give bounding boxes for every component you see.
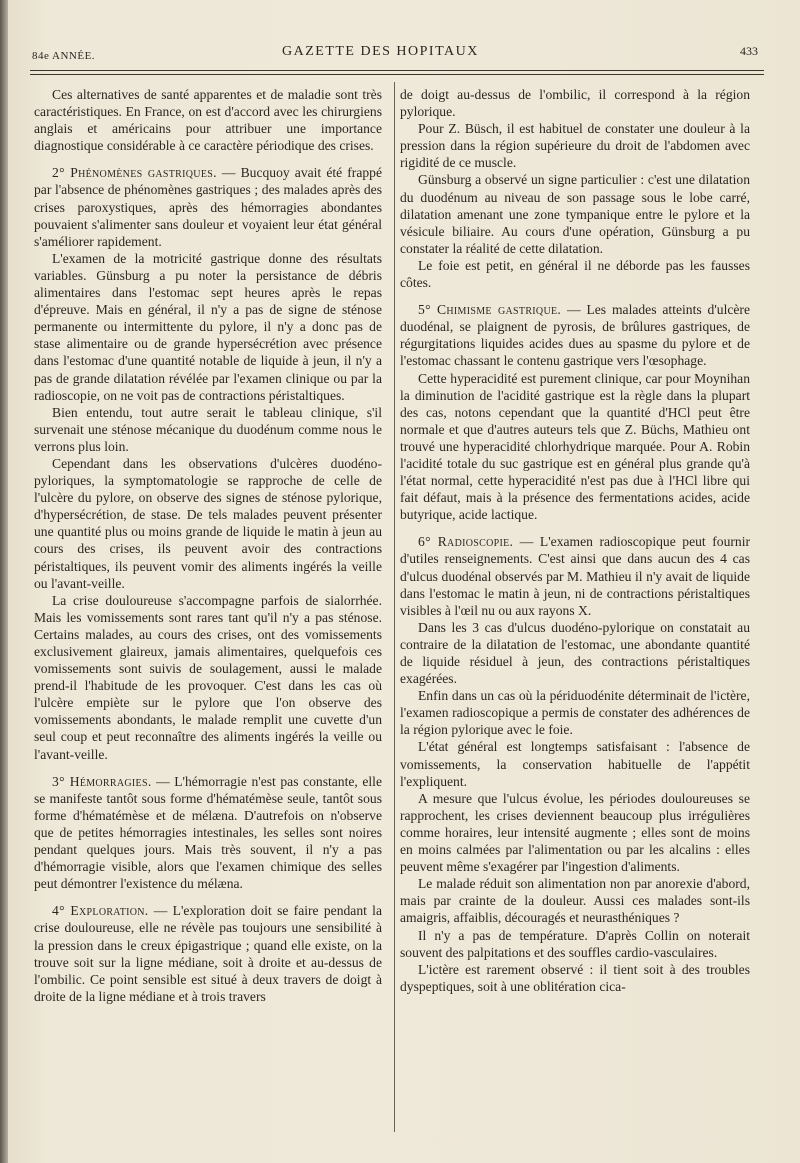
paragraph <box>400 533 750 618</box>
paragraph-text: Cette hyperacidité est purement clinique, car pour Moynihan la diminution de l'acidité gastrique est la règle dans la plupart des cas, notons cependant que la quantité d'HCl peut être normale et que d'autres auteurs tels que Z. Büchs, Mathieu ont trouvé une hyperacidité chlorhydrique marquée. Pour A. Robin l'acidité totale du suc gastrique est en général plus grande qu'à l'état normal, cette hyperacidité n'est pas due à l'HCl libre qui fait défaut, mais à la présence des fermentations acides, acide butyrique, acide lactique. <box>400 370 750 523</box>
paragraph-text: — Les malades atteints d'ulcère duodénal, se plaignent de pyrosis, de brûlures gastriques, de régurgitations liquides acides dues au spasme du pylore et de l'estomac chassant le contenu gastrique vers l'œsophage. <box>400 302 750 369</box>
paragraph <box>400 738 750 789</box>
paragraph <box>400 301 750 369</box>
paragraph-text: L'état général est longtemps satisfaisant : l'absence de vomissements, la conservation habituelle de l'appétit l'expliquent. <box>400 739 750 789</box>
paragraph <box>34 404 382 455</box>
paragraph <box>400 171 750 256</box>
paragraph <box>34 250 382 404</box>
column-divider <box>394 82 395 1132</box>
section-heading: 5° Chimisme gastrique. <box>418 302 562 318</box>
left-column <box>34 86 382 1005</box>
paragraph-text: Enfin dans un cas où la périduodénite déterminait de l'ictère, l'examen radioscopique a permis de constater des adhérences de la région pylorique avec le foie. <box>400 688 750 738</box>
paragraph <box>34 86 382 154</box>
paragraph-text: Le malade réduit son alimentation non par anorexie d'abord, mais par crainte de la douleur. Aussi ces malades sont-ils amaigris, affaiblis, découragés et neurasthéniques ? <box>400 876 750 926</box>
paragraph-text: — L'exploration doit se faire pendant la crise douloureuse, elle ne révèle pas toujours une sensibilité à la pression dans le creux épigastrique ; quand elle existe, on la trouve soit sur la ligne médiane, soit à droite et au-dessus de l'ombilic. Ce point sensible est situé à deux travers de doigt à droite de la ligne médiane et à trois travers <box>34 903 382 1004</box>
header-title: GAZETTE DES HOPITAUX <box>282 44 479 59</box>
paragraph-text: L'examen de la motricité gastrique donne des résultats variables. Günsburg a pu noter la persistance de débris alimentaires dans l'estomac sept heures après le repas d'épreuve. Mais en général, il n'y a pas de signe de sténose permanente ou intermittente du pylore, il n'y a donc pas de stase alimentaire ou de grande hypersécrétion avec présence dans l'estomac d'une quantité notable de liquide à jeun, il n'y a pas de grande dilatation révélée par l'examen clinique ou par la radioscopie, on ne voit pas de contractions péristaltiques. <box>34 250 382 403</box>
paragraph-text: Dans les 3 cas d'ulcus duodéno-pylorique on constatait au contraire de la dilatation de l'estomac, une abondante quantité de liquide résiduel à jeun, des contractions péristaltiques exagérées. <box>400 619 750 687</box>
paragraph <box>400 961 750 995</box>
paragraph-text: Günsburg a observé un signe particulier : c'est une dilatation du duodénum au niveau de son passage sous le lobe carré, dilatation amenant une zone tympanique entre le pylore et la vésicule biliaire. Au cours d'une opération, Günsburg a pu constater la réalité de cette dilatation. <box>400 172 750 256</box>
paragraph-text: — L'examen radioscopique peut fournir d'utiles renseignements. C'est ainsi que dans aucun des 4 cas d'ulcus duodénal observés par M. Mathieu il n'y avait de liquide dans l'estomac le matin à jeun, ni de contractions péristaltiques visibles à l'œil nu ou aux rayons X. <box>400 534 750 618</box>
header-rule-bottom <box>30 74 764 75</box>
paragraph-text: Bien entendu, tout autre serait le tableau clinique, s'il survenait une sténose mécanique du duodénum comme nous le verrons plus loin. <box>34 404 382 454</box>
page-binding-edge <box>0 0 8 1163</box>
paragraph <box>400 790 750 875</box>
paragraph-text: L'ictère est rarement observé : il tient soit à des troubles dyspeptiques, soit à une oblitération cica- <box>400 961 750 994</box>
section-heading: 2° Phénomènes gastriques. <box>52 165 217 181</box>
paragraph <box>400 875 750 926</box>
paragraph <box>34 773 382 893</box>
section-heading: 3° Hémorragies. <box>52 773 152 789</box>
paragraph <box>400 687 750 738</box>
paragraph <box>34 164 382 249</box>
paragraph-text: A mesure que l'ulcus évolue, les périodes douloureuses se rapprochent, les crises deviennent beaucoup plus irrégulières comme horaires, leur intensité augmente ; elles sont de moins en moins calmées par l'alimentation ou par les alcalins : elles peuvent même s'exagérer par l'ingestion d'aliments. <box>400 790 750 875</box>
paragraph <box>400 257 750 291</box>
paragraph <box>34 592 382 763</box>
right-column <box>400 86 750 995</box>
paragraph-text: Cependant dans les observations d'ulcères duodéno-pyloriques, la symptomatologie se rapproche de celle de l'ulcère du pylore, on observe des signes de sténose pylorique, d'hypersécrétion, de stase. De tels malades peuvent présenter une quantité plus ou moins grande de liquide le matin à jeun au cours des crises, ils peuvent avoir des contractions péristaltiques, ils peuvent vomir des aliments ingérés la veille ou l'avant-veille. <box>34 455 382 591</box>
page-header <box>32 40 762 64</box>
paragraph <box>400 120 750 171</box>
paragraph <box>400 370 750 524</box>
paragraph-text: Il n'y a pas de température. D'après Collin on noterait souvent des palpitations et des souffles cardio-vasculaires. <box>400 927 750 960</box>
paragraph-text: Pour Z. Büsch, il est habituel de constater une douleur à la pression dans la région supérieure du droit de l'abdomen avec rigidité de ce muscle. <box>400 121 750 171</box>
paragraph <box>400 927 750 961</box>
section-heading: 4° Exploration. <box>52 903 149 919</box>
paragraph-text: de doigt au-dessus de l'ombilic, il correspond à la région pylorique. <box>400 87 750 120</box>
paragraph <box>34 455 382 592</box>
paragraph <box>400 619 750 687</box>
paragraph <box>400 86 750 120</box>
header-rule-top <box>30 70 764 71</box>
paragraph-text: — L'hémorragie n'est pas constante, elle se manifeste tantôt sous forme d'hématémèse seule, tantôt sous forme d'hématémèse et de mélæna. D'autrefois on n'observe que de petites hémorragies intestinales, les selles sont noires pendant quelques jours. Mais très souvent, il n'y a pas d'hémorragie visible, alors que l'examen chimique des selles peut démontrer l'existence du mélæna. <box>34 773 382 892</box>
paragraph-text: — Bucquoy avait été frappé par l'absence de phénomènes gastriques ; des malades après des crises paroxystiques, après des hémorragies abondantes pouvaient s'alimenter sans douleur et voyaient leur état général s'améliorer rapidement. <box>34 165 382 249</box>
section-heading: 6° Radioscopie. <box>418 534 514 550</box>
paragraph-text: La crise douloureuse s'accompagne parfois de sialorrhée. Mais les vomissements sont rares tant qu'il n'y a pas sténose. Certains malades, au cours des crises, ont des vomissements exclusivement glaireux, jamais alimentaires, quelquefois ces vomissements sont suivis de soulagement, aussi le malade prend-il l'habitude de les provoquer. C'est dans les cas où l'ulcère empiète sur le pylore que l'on observe des vomissements abondants, le malade remplit une cuvette d'un seul coup et peut reconnaître des aliments ingérés la veille ou l'avant-veille. <box>34 592 382 762</box>
header-year: 84e ANNÉE. <box>32 50 96 62</box>
paragraph-text: Ces alternatives de santé apparentes et de maladie sont très caractéristiques. En France, on est d'accord avec les chirurgiens anglais et américains pour attribuer une importance diagnostique considérable à ce caractère périodique des crises. <box>34 87 382 154</box>
paragraph <box>34 902 382 1005</box>
header-page-number: 433 <box>740 44 758 58</box>
paragraph-text: Le foie est petit, en général il ne déborde pas les fausses côtes. <box>400 257 750 291</box>
